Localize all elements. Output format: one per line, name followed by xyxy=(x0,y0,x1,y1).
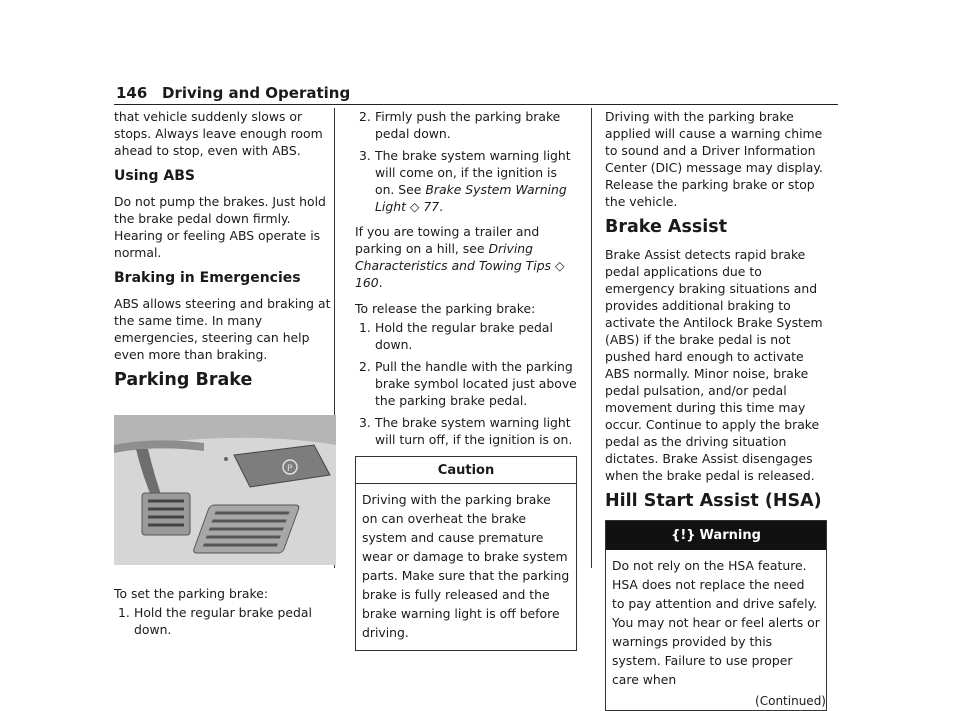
page-ref-number[interactable]: 160 xyxy=(355,275,379,290)
parking-brake-heading: Parking Brake xyxy=(114,370,253,390)
emergencies-heading: Braking in Emergencies xyxy=(114,270,301,286)
using-abs-heading: Using ABS xyxy=(114,168,195,184)
continued-label: (Continued) xyxy=(755,694,826,708)
list-item: 1. Hold the regular brake pedal down. xyxy=(359,320,553,352)
list-item: 2. Firmly push the parking brake pedal down. xyxy=(359,109,561,141)
release-steps-list xyxy=(355,319,577,448)
emergencies-paragraph: ABS allows steering and braking at the same time. In many emergencies, steering can help even more than braking. xyxy=(114,296,331,362)
page-number: 146 xyxy=(116,84,148,102)
column-divider xyxy=(591,108,592,568)
list-item: 3. The brake system warning light will come on, if the ignition is on. See Brake System Warning Light ◇ 77. xyxy=(359,148,571,214)
brake-assist-heading: Brake Assist xyxy=(605,217,728,237)
svg-text:P: P xyxy=(287,464,293,474)
page-ref-number[interactable]: 77 xyxy=(423,199,440,214)
chime-paragraph: Driving with the parking brake applied will cause a warning chime to sound and a Driver Information Center (DIC) message may display. Release the parking brake or stop the vehicle. xyxy=(605,109,823,209)
cross-reference-link[interactable]: Brake System Warning Light xyxy=(375,182,567,214)
brake-assist-paragraph: Brake Assist detects rapid brake pedal applications due to emergency braking situations and provides additional braking to activate the Antilock Brake System (ABS) if the brake pedal is not pushed hard enough to activate ABS normally. Minor noise, brake pedal pulsation, and/or pedal movement during this time may occur. Continue to apply the brake pedal as the driving situation dictates. Brake Assist disengages when the brake pedal is released. xyxy=(605,247,823,483)
column-2 xyxy=(355,108,577,651)
using-abs-paragraph: Do not pump the brakes. Just hold the brake pedal down firmly. Hearing or feeling ABS operate is normal. xyxy=(114,194,326,260)
warning-box xyxy=(605,520,827,711)
hsa-heading: Hill Start Assist (HSA) xyxy=(605,491,822,511)
caution-title: Caution xyxy=(356,457,576,484)
list-item: 2. Pull the handle with the parking brake symbol located just above the parking brake pedal. xyxy=(359,359,577,408)
column-1 xyxy=(114,108,336,646)
warning-text: Do not rely on the HSA feature. HSA does not replace the need to pay attention and drive safely. You may not hear or feel alerts or warnings provided by this system. Failure to use proper care when xyxy=(612,558,820,687)
parking-brake-pedal-illustration xyxy=(114,415,336,565)
towing-paragraph: If you are towing a trailer and parking on a hill, see Driving Characteristics and Towing Tips ◇ 160. xyxy=(355,224,565,290)
caution-box xyxy=(355,456,577,651)
set-steps-list xyxy=(114,604,336,638)
section-title: Driving and Operating xyxy=(162,84,351,102)
set-intro: To set the parking brake: xyxy=(114,586,269,601)
column-3 xyxy=(605,108,827,711)
caution-text: Driving with the parking brake on can overheat the brake system and cause premature wear or damage to brake system parts. Make sure that the parking brake is fully released and the brake warning light is off before driving. xyxy=(362,492,570,640)
page-ref-icon: ◇ xyxy=(554,258,565,273)
set-steps-continued xyxy=(355,108,577,215)
warning-icon: {!} xyxy=(671,528,696,543)
release-intro: To release the parking brake: xyxy=(355,301,536,316)
page-header xyxy=(114,82,838,105)
intro-paragraph: that vehicle suddenly slows or stops. Always leave enough room ahead to stop, even with ABS. xyxy=(114,109,323,158)
list-item: 1. Hold the regular brake pedal down. xyxy=(118,605,312,637)
page-ref-icon: ◇ xyxy=(409,199,420,214)
warning-header xyxy=(606,521,826,550)
warning-title: Warning xyxy=(699,528,761,543)
list-item: 3. The brake system warning light will turn off, if the ignition is on. xyxy=(359,415,573,447)
cross-reference-link[interactable]: Driving Characteristics and Towing Tips xyxy=(355,241,552,273)
